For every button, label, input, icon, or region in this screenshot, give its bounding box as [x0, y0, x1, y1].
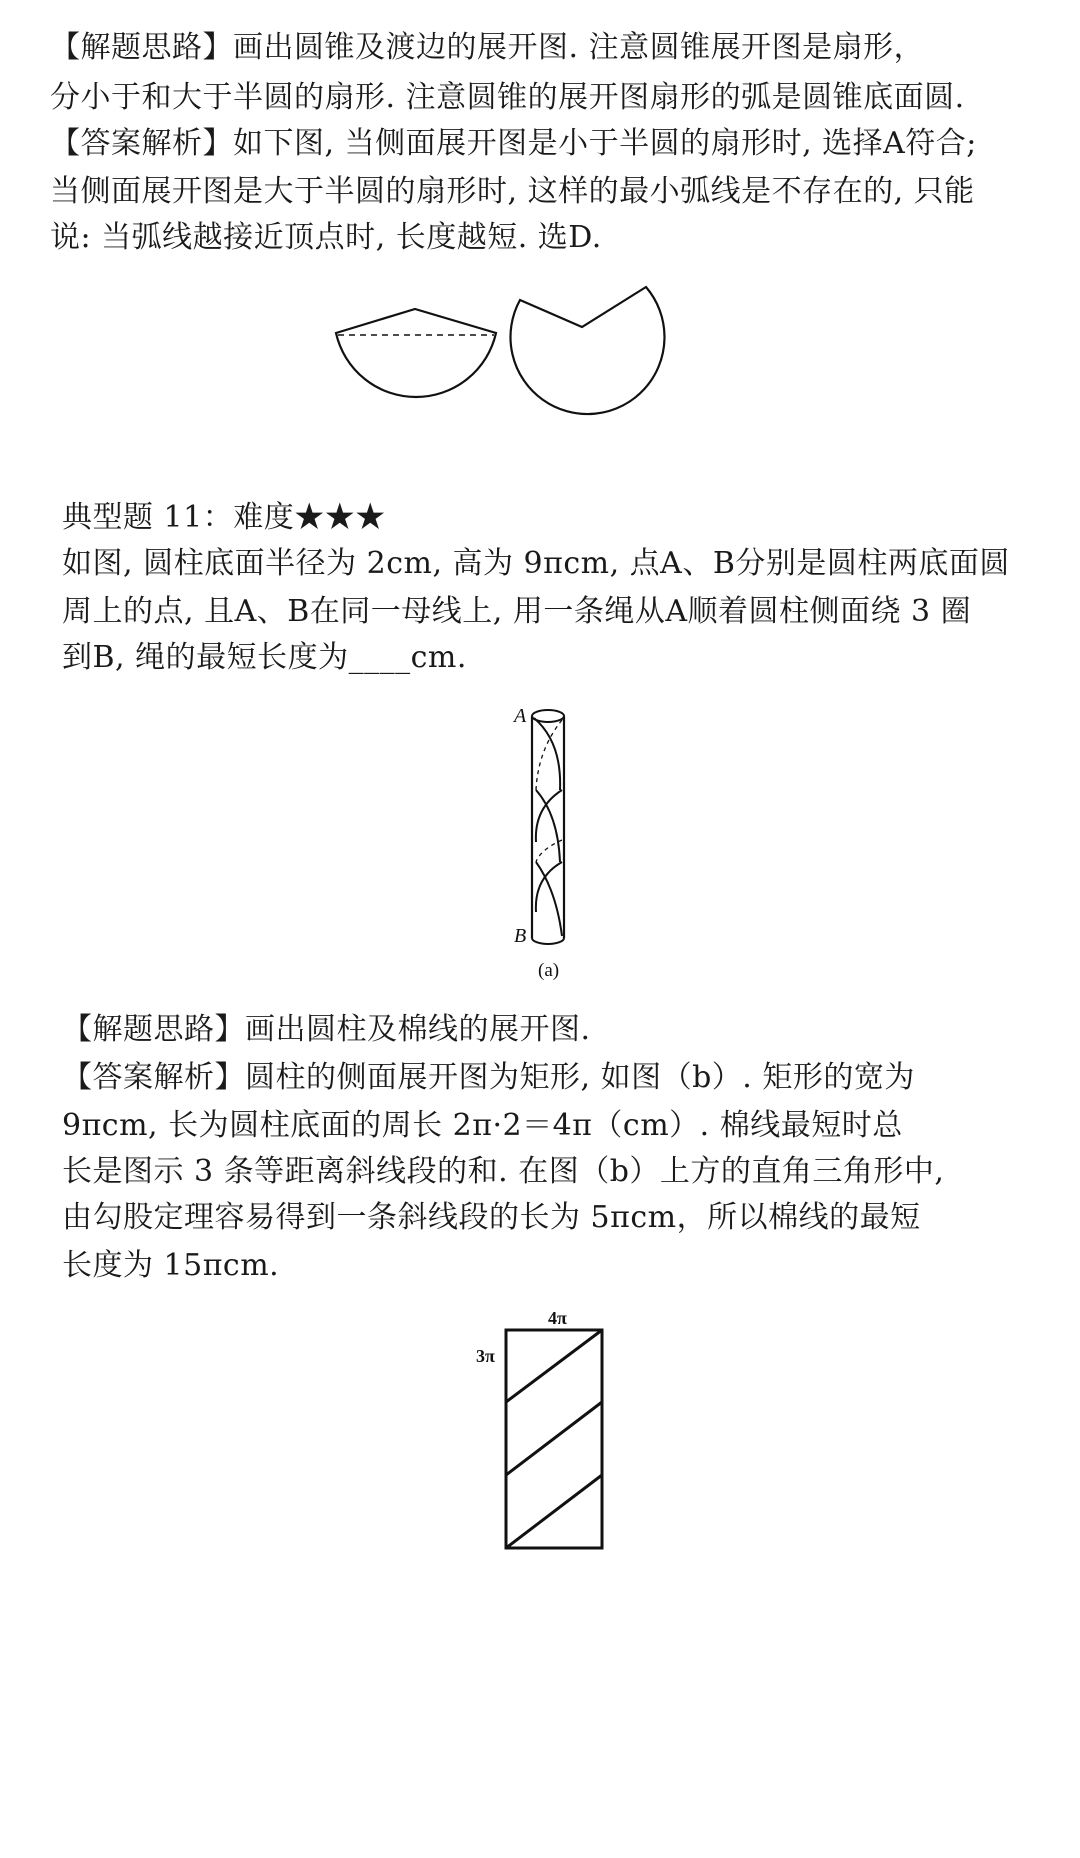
width-label: 4π — [548, 1308, 567, 1328]
text-line: 如图, 圆柱底面半径为 2cm, 高为 9πcm, 点A、B分别是圆柱两底面圆 — [62, 546, 1010, 581]
diagonal-segment — [506, 1475, 602, 1548]
diagonal-segment — [506, 1402, 602, 1475]
unfolded-rectangle-figure — [470, 1300, 640, 1550]
height-label: 3π — [476, 1346, 495, 1366]
text-line: 说: 当弧线越接近顶点时, 长度越短. 选D. — [50, 220, 602, 255]
text-line: 由勾股定理容易得到一条斜线段的长为 5πcm，所以棉线的最短 — [62, 1200, 921, 1235]
figure-a-caption: (a) — [538, 960, 560, 981]
text-line: 到B, 绳的最短长度为____cm. — [62, 640, 467, 675]
diagonal-segment — [506, 1330, 602, 1402]
cone-net-figure — [320, 275, 680, 435]
text-line: 当侧面展开图是大于半圆的扇形时, 这样的最小弧线是不存在的, 只能 — [50, 174, 975, 209]
large-sector-shape — [510, 287, 664, 414]
problem-title: 典型题 11：难度★★★ — [62, 500, 386, 535]
text-line: 【答案解析】如下图, 当侧面展开图是小于半圆的扇形时, 选择A符合; — [50, 126, 977, 161]
cylinder-figure — [500, 690, 600, 990]
point-b-label: B — [514, 925, 527, 947]
text-line: 【答案解析】圆柱的侧面展开图为矩形, 如图（b）. 矩形的宽为 — [62, 1060, 915, 1095]
text-line: 【解题思路】画出圆柱及棉线的展开图. — [62, 1012, 591, 1047]
text-line: 分小于和大于半圆的扇形. 注意圆锥的展开图扇形的弧是圆锥底面圆. — [50, 80, 965, 115]
text-line: 【解题思路】画出圆锥及渡边的展开图. 注意圆锥展开图是扇形， — [50, 30, 925, 65]
small-sector-shape — [336, 309, 496, 397]
text-line: 长是图示 3 条等距离斜线段的和. 在图（b）上方的直角三角形中, — [62, 1154, 945, 1189]
point-a-label: A — [514, 705, 527, 727]
text-line: 周上的点, 且A、B在同一母线上, 用一条绳从A顺着圆柱侧面绕 3 圈 — [62, 594, 972, 629]
text-line: 9πcm, 长为圆柱底面的周长 2π·2＝4π（cm）. 棉线最短时总 — [62, 1108, 903, 1143]
text-line: 长度为 15πcm. — [62, 1248, 280, 1283]
